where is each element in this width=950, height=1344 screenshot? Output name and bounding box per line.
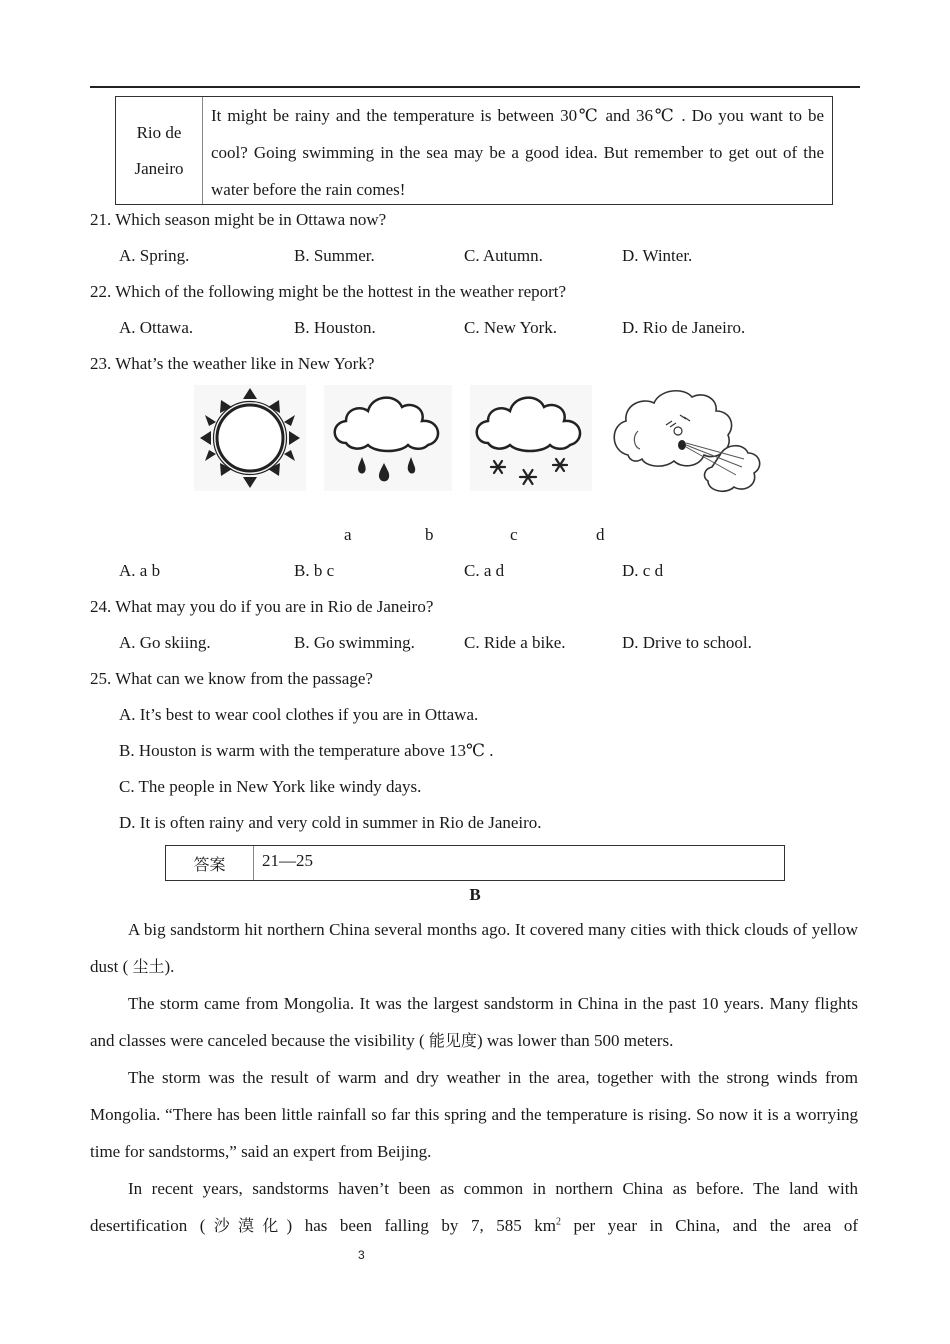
question-21: [90, 209, 386, 231]
image-label-c: c: [510, 525, 518, 544]
paragraph-text: The storm came from Mongolia. It was the largest sandstorm in China in the past 10 years. Many flights and classes were canceled because the visibility (: [90, 994, 858, 1050]
option-24-c[interactable]: C. Ride a bike.: [464, 633, 566, 652]
passage-paragraph-1: [90, 911, 858, 985]
option-22-b[interactable]: B. Houston.: [294, 318, 376, 337]
wind-cloud-icon: [608, 385, 764, 495]
paragraph-text: In recent years, sandstorms haven’t been as common in northern China as before. The land with desertification (: [90, 1179, 858, 1235]
option-21-d[interactable]: D. Winter.: [622, 246, 693, 265]
option-23-d[interactable]: D. c d: [622, 561, 664, 580]
option-25-c[interactable]: C. The people in New York like windy days.: [119, 777, 422, 796]
option-25-d[interactable]: D. It is often rainy and very cold in summer in Rio de Janeiro.: [119, 813, 542, 832]
header-rule: [90, 86, 860, 88]
question-number: 25.: [90, 669, 112, 688]
question-text: What can we know from the passage?: [115, 669, 373, 688]
option-23-b[interactable]: B. b c: [294, 561, 335, 580]
paragraph-text: per year in China, and the area of: [560, 1216, 858, 1235]
paragraph-text: ) was lower than 500 meters.: [476, 1031, 674, 1050]
question-24: [90, 596, 433, 618]
option-24-a[interactable]: A. Go skiing.: [119, 633, 211, 652]
passage-paragraph-3: [90, 1059, 858, 1170]
question-number: 22.: [90, 282, 112, 301]
passage-paragraph-2: [90, 985, 858, 1059]
question-text: What may you do if you are in Rio de Janeiro?: [115, 597, 434, 616]
chinese-gloss: 能见度: [428, 1031, 477, 1050]
question-number: 24.: [90, 597, 112, 616]
sun-icon: [194, 385, 306, 491]
image-label-a: a: [344, 525, 352, 544]
option-22-d[interactable]: D. Rio de Janeiro.: [622, 318, 746, 337]
option-21-c[interactable]: C. Autumn.: [464, 246, 543, 265]
city-cell: [116, 97, 203, 204]
chinese-gloss: 沙漠化: [205, 1216, 287, 1235]
chinese-gloss: 尘土: [132, 957, 165, 976]
option-24-d[interactable]: D. Drive to school.: [622, 633, 752, 652]
image-label-d: d: [596, 525, 605, 544]
paragraph-text: ).: [164, 957, 175, 976]
question-text: Which season might be in Ottawa now?: [115, 210, 387, 229]
question-25: [90, 668, 373, 690]
question-22: [90, 281, 566, 303]
city-name-line1: Rio de: [136, 122, 182, 142]
option-21-b[interactable]: B. Summer.: [294, 246, 375, 265]
option-22-c[interactable]: C. New York.: [464, 318, 558, 337]
option-25-a[interactable]: A. It’s best to wear cool clothes if you are in Ottawa.: [119, 705, 479, 724]
rain-cloud-icon: [324, 385, 452, 491]
option-24-b[interactable]: B. Go swimming.: [294, 633, 415, 652]
question-number: 23.: [90, 354, 112, 373]
option-22-a[interactable]: A. Ottawa.: [119, 318, 194, 337]
question-23: [90, 353, 374, 375]
answer-label: 答案: [166, 846, 254, 880]
paragraph-text: ) has been falling by 7, 585 km: [286, 1216, 556, 1235]
option-25-b[interactable]: B. Houston is warm with the temperature above 13℃ .: [119, 741, 494, 760]
answer-box: [165, 845, 785, 881]
passage-paragraph-4: [90, 1170, 858, 1244]
option-21-a[interactable]: A. Spring.: [119, 246, 190, 265]
city-name-line2: Janeiro: [134, 158, 184, 178]
question-text: Which of the following might be the hottest in the weather report?: [115, 282, 567, 301]
question-text: What’s the weather like in New York?: [115, 354, 375, 373]
section-heading: B: [469, 885, 481, 904]
option-23-c[interactable]: C. a d: [464, 561, 505, 580]
weather-icons-row: [194, 385, 764, 495]
page-number: 3: [358, 1248, 365, 1262]
image-label-b: b: [425, 525, 434, 544]
weather-table-row-rio: [115, 96, 833, 205]
option-23-a[interactable]: A. a b: [119, 561, 161, 580]
paragraph-text: A big sandstorm hit northern China several months ago. It covered many cities with thick clouds of yellow dust (: [90, 920, 858, 976]
answer-input[interactable]: 21—25: [262, 851, 313, 870]
paragraph-text: The storm was the result of warm and dry weather in the area, together with the strong winds from Mongolia. “There has been little rainfall so far this spring and the temperature is rising. So now it is a worrying time for sandstorms,” said an expert from Beijing.: [90, 1068, 858, 1161]
superscript: 2: [555, 1216, 561, 1228]
snow-cloud-icon: [470, 385, 592, 491]
question-number: 21.: [90, 210, 112, 229]
weather-description-cell: It might be rainy and the temperature is between 30℃ and 36℃ . Do you want to be cool? Going swimming in the sea may be a good idea. But remember to get out of the water before the rain comes!: [211, 106, 824, 199]
